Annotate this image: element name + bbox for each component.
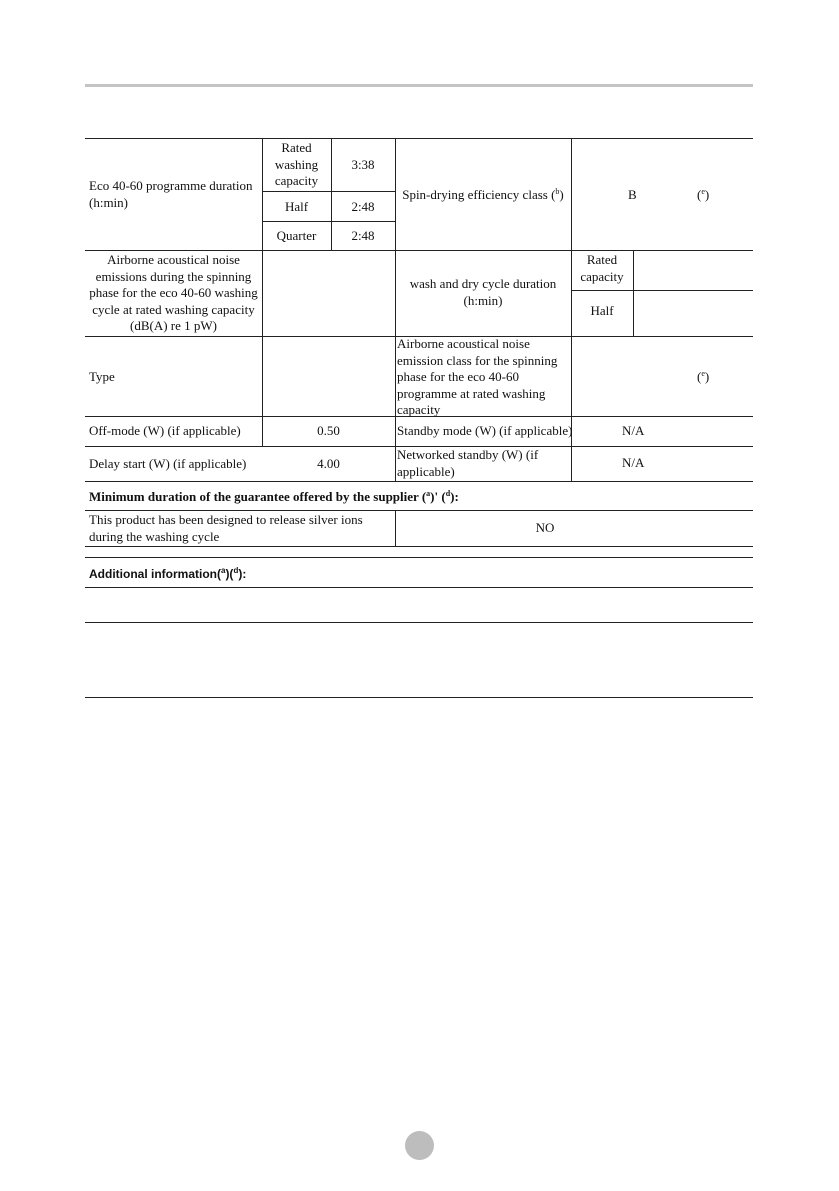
eco-duration-label: Eco 40-60 programme duration (h:min) <box>89 178 253 210</box>
noise-emissions-label: Airborne acoustical noise emissions during the spinning phase for the eco 40-60 washing cycle at rated washing capacity (dB(A) re 1 pW) <box>89 252 258 333</box>
col-divider <box>395 138 396 481</box>
rated-capacity-label: Rated capacity <box>580 252 624 284</box>
off-mode-label: Off-mode (W) (if applicable) <box>89 423 241 438</box>
guarantee-heading: Minimum duration of the guarantee offered by the supplier ($^a$)' ($^d$): <box>89 489 459 504</box>
page-number-badge <box>405 1131 434 1160</box>
noise-class-footnote: ($^e$) <box>697 369 710 384</box>
row1-bottom-border <box>85 250 753 251</box>
off-mode-value: 0.50 <box>317 423 340 438</box>
wash-dry-half-label: Half <box>590 303 614 318</box>
silver-ions-value: NO <box>535 520 555 535</box>
standby-mode-value: N/A <box>622 423 645 438</box>
spin-drying-class-value: B <box>628 187 637 202</box>
additional-bottom-border <box>85 587 753 588</box>
spin-drying-class-label: Spin-drying efficiency class ($^b$) <box>402 187 564 202</box>
networked-standby-label: Networked standby (W) (if applicable) <box>397 447 539 479</box>
row5-bottom-border <box>85 481 753 482</box>
additional-top-border <box>85 557 753 558</box>
table-top-border <box>85 138 753 139</box>
silver-bottom-border <box>85 546 753 547</box>
delay-start-value: 4.00 <box>317 456 340 471</box>
type-label: Type <box>89 369 115 384</box>
noise-class-label: Airborne acoustical noise emission class for the spinning phase for the eco 40-60 programme at rated washing capacity <box>397 336 558 417</box>
spin-class-footnote: ($^e$) <box>697 187 710 202</box>
top-rule <box>85 84 753 87</box>
silver-ions-label: This product has been designed to release silver ions during the washing cycle <box>89 512 363 544</box>
half-row-border <box>262 221 395 222</box>
rated-duration-value: 3:38 <box>351 157 375 172</box>
quarter-label: Quarter <box>276 228 317 243</box>
rated-capacity-row-border <box>571 290 753 291</box>
half-label: Half <box>284 199 309 214</box>
rated-row-border <box>262 191 395 192</box>
networked-standby-value: N/A <box>622 455 645 470</box>
half-duration-value: 2:48 <box>351 199 375 214</box>
blank-row-border <box>85 622 753 623</box>
col-divider <box>633 250 634 336</box>
wash-dry-duration-label: wash and dry cycle duration (h:min) <box>409 276 557 308</box>
col-divider <box>262 250 263 446</box>
standby-mode-label: Standby mode (W) (if applicable) <box>397 423 573 438</box>
delay-start-label: Delay start (W) (if applicable) <box>89 456 247 471</box>
quarter-duration-value: 2:48 <box>351 228 375 243</box>
blank-bottom-border <box>85 697 753 698</box>
rated-washing-capacity-label: Rated washing capacity <box>274 140 319 188</box>
additional-info-heading: Additional information($^a$)($^d$): <box>89 566 247 581</box>
guarantee-bottom-border <box>85 510 753 511</box>
